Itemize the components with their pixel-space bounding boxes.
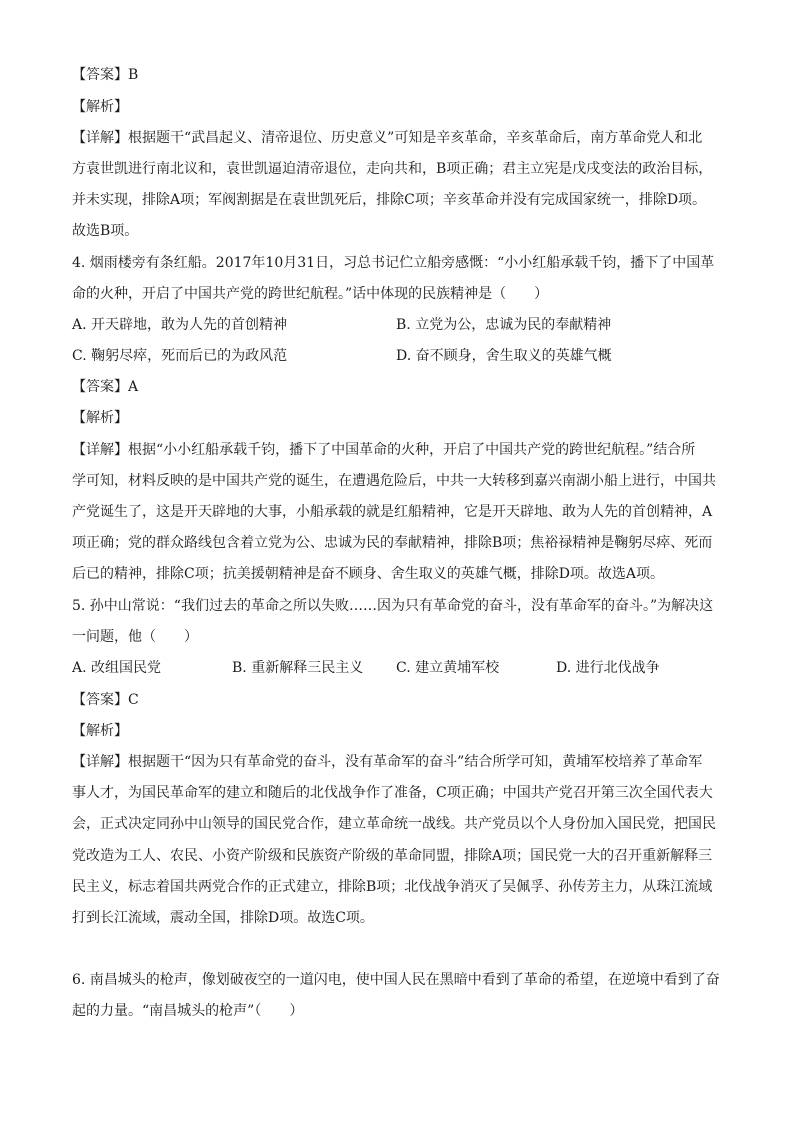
q4-option-d: D. 奋不顾身，舍生取义的英雄气概 <box>396 348 612 364</box>
q5-option-c: C. 建立黄埔军校 <box>396 660 500 676</box>
q5-answer: 【答案】C <box>72 692 139 708</box>
q4-stem-line: 4. 烟雨楼旁有条红船。2017年10月31日，习总书记伫立船旁感慨：“小小红船承载千钧，播下了中国革 <box>72 255 715 271</box>
q5-detail-line: 【详解】根据题干“因为只有革命党的奋斗，没有革命军的奋斗”结合所学可知，黄埔军校培养了革命军 <box>72 754 703 770</box>
q5-option-d: D. 进行北伐战争 <box>556 660 660 676</box>
q4-stem-line: 命的火种，开启了中国共产党的跨世纪航程。”话中体现的民族精神是（ ） <box>72 286 549 302</box>
q4-option-a: A. 开天辟地，敢为人先的首创精神 <box>72 317 288 333</box>
q5-stem-line: 一问题，他（ ） <box>72 629 198 645</box>
q4-option-c: C. 鞠躬尽瘁，死而后已的为政风范 <box>72 348 288 364</box>
q5-stem-line: 5. 孙中山常说：“我们过去的革命之所以失败……因为只有革命党的奋斗，没有革命军的奋斗。”为解决这 <box>72 598 714 614</box>
q5-option-a: A. 改组国民党 <box>72 660 162 676</box>
q3-detail-line: 方袁世凯进行南北议和，袁世凯逼迫清帝退位，走向共和，B项正确；君主立宪是戊戌变法的政治目标， <box>72 161 713 177</box>
q5-detail-line: 会，正式决定同孙中山领导的国民党合作，建立革命统一战线。共产党员以个人身份加入国民党，把国民 <box>72 816 716 832</box>
q5-detail-line: 事人才，为国民革命军的建立和随后的北伐战争作了准备，C项正确；中国共产党召开第三次全国代表大 <box>72 785 713 801</box>
q4-answer: 【答案】A <box>72 379 139 395</box>
q4-detail-line: 学可知，材料反映的是中国共产党的诞生，在遭遇危险后，中共一大转移到嘉兴南湖小船上进行，中国共 <box>72 473 716 489</box>
q3-detail-line: 故选B项。 <box>72 223 139 239</box>
q4-detail-line: 产党诞生了，这是开天辟地的大事，小船承载的就是红船精神，它是开天辟地、敢为人先的首创精神，A <box>72 504 713 520</box>
q6-stem-line: 6. 南昌城头的枪声，像划破夜空的一道闪电，使中国人民在黑暗中看到了革命的希望，在逆境中看到了奋 <box>72 972 720 988</box>
q3-answer: 【答案】B <box>72 67 139 83</box>
q5-detail-line: 打到长江流域，震动全国，排除D项。故选C项。 <box>72 910 374 926</box>
q4-option-b: B. 立党为公，忠诚为民的奉献精神 <box>396 317 612 333</box>
q5-analysis-label: 【解析】 <box>72 723 128 739</box>
q6-stem-line: 起的力量。“南昌城头的枪声”（ ） <box>72 1003 304 1019</box>
q5-detail-line: 党改造为工人、农民、小资产阶级和民族资产阶级的革命同盟，排除A项；国民党一大的召开重新解释三 <box>72 848 713 864</box>
q4-analysis-label: 【解析】 <box>72 410 128 426</box>
q5-detail-line: 民主义，标志着国共两党合作的正式建立，排除B项；北伐战争消灭了吴佩孚、孙传芳主力，从珠江流域 <box>72 879 713 895</box>
q3-analysis-label: 【解析】 <box>72 99 128 115</box>
q4-detail-line: 后已的精神，排除C项；抗美援朝精神是奋不顾身、舍生取义的英雄气概，排除D项。故选A项。 <box>72 566 665 582</box>
q4-detail-line: 项正确；党的群众路线包含着立党为公、忠诚为民的奉献精神，排除B项；焦裕禄精神是鞠躬尽瘁、死而 <box>72 535 713 551</box>
q3-detail-line: 并未实现，排除A项；军阀割据是在袁世凯死后，排除C项；辛亥革命并没有完成国家统一，排除D项。 <box>72 192 707 208</box>
q4-detail-line: 【详解】根据“小小红船承载千钧，播下了中国革命的火种，开启了中国共产党的跨世纪航程。”结合所 <box>72 442 696 458</box>
q3-detail-line: 【详解】根据题干“武昌起义、清帝退位、历史意义”可知是辛亥革命，辛亥革命后，南方革命党人和北 <box>72 130 703 146</box>
q5-option-b: B. 重新解释三民主义 <box>232 660 364 676</box>
